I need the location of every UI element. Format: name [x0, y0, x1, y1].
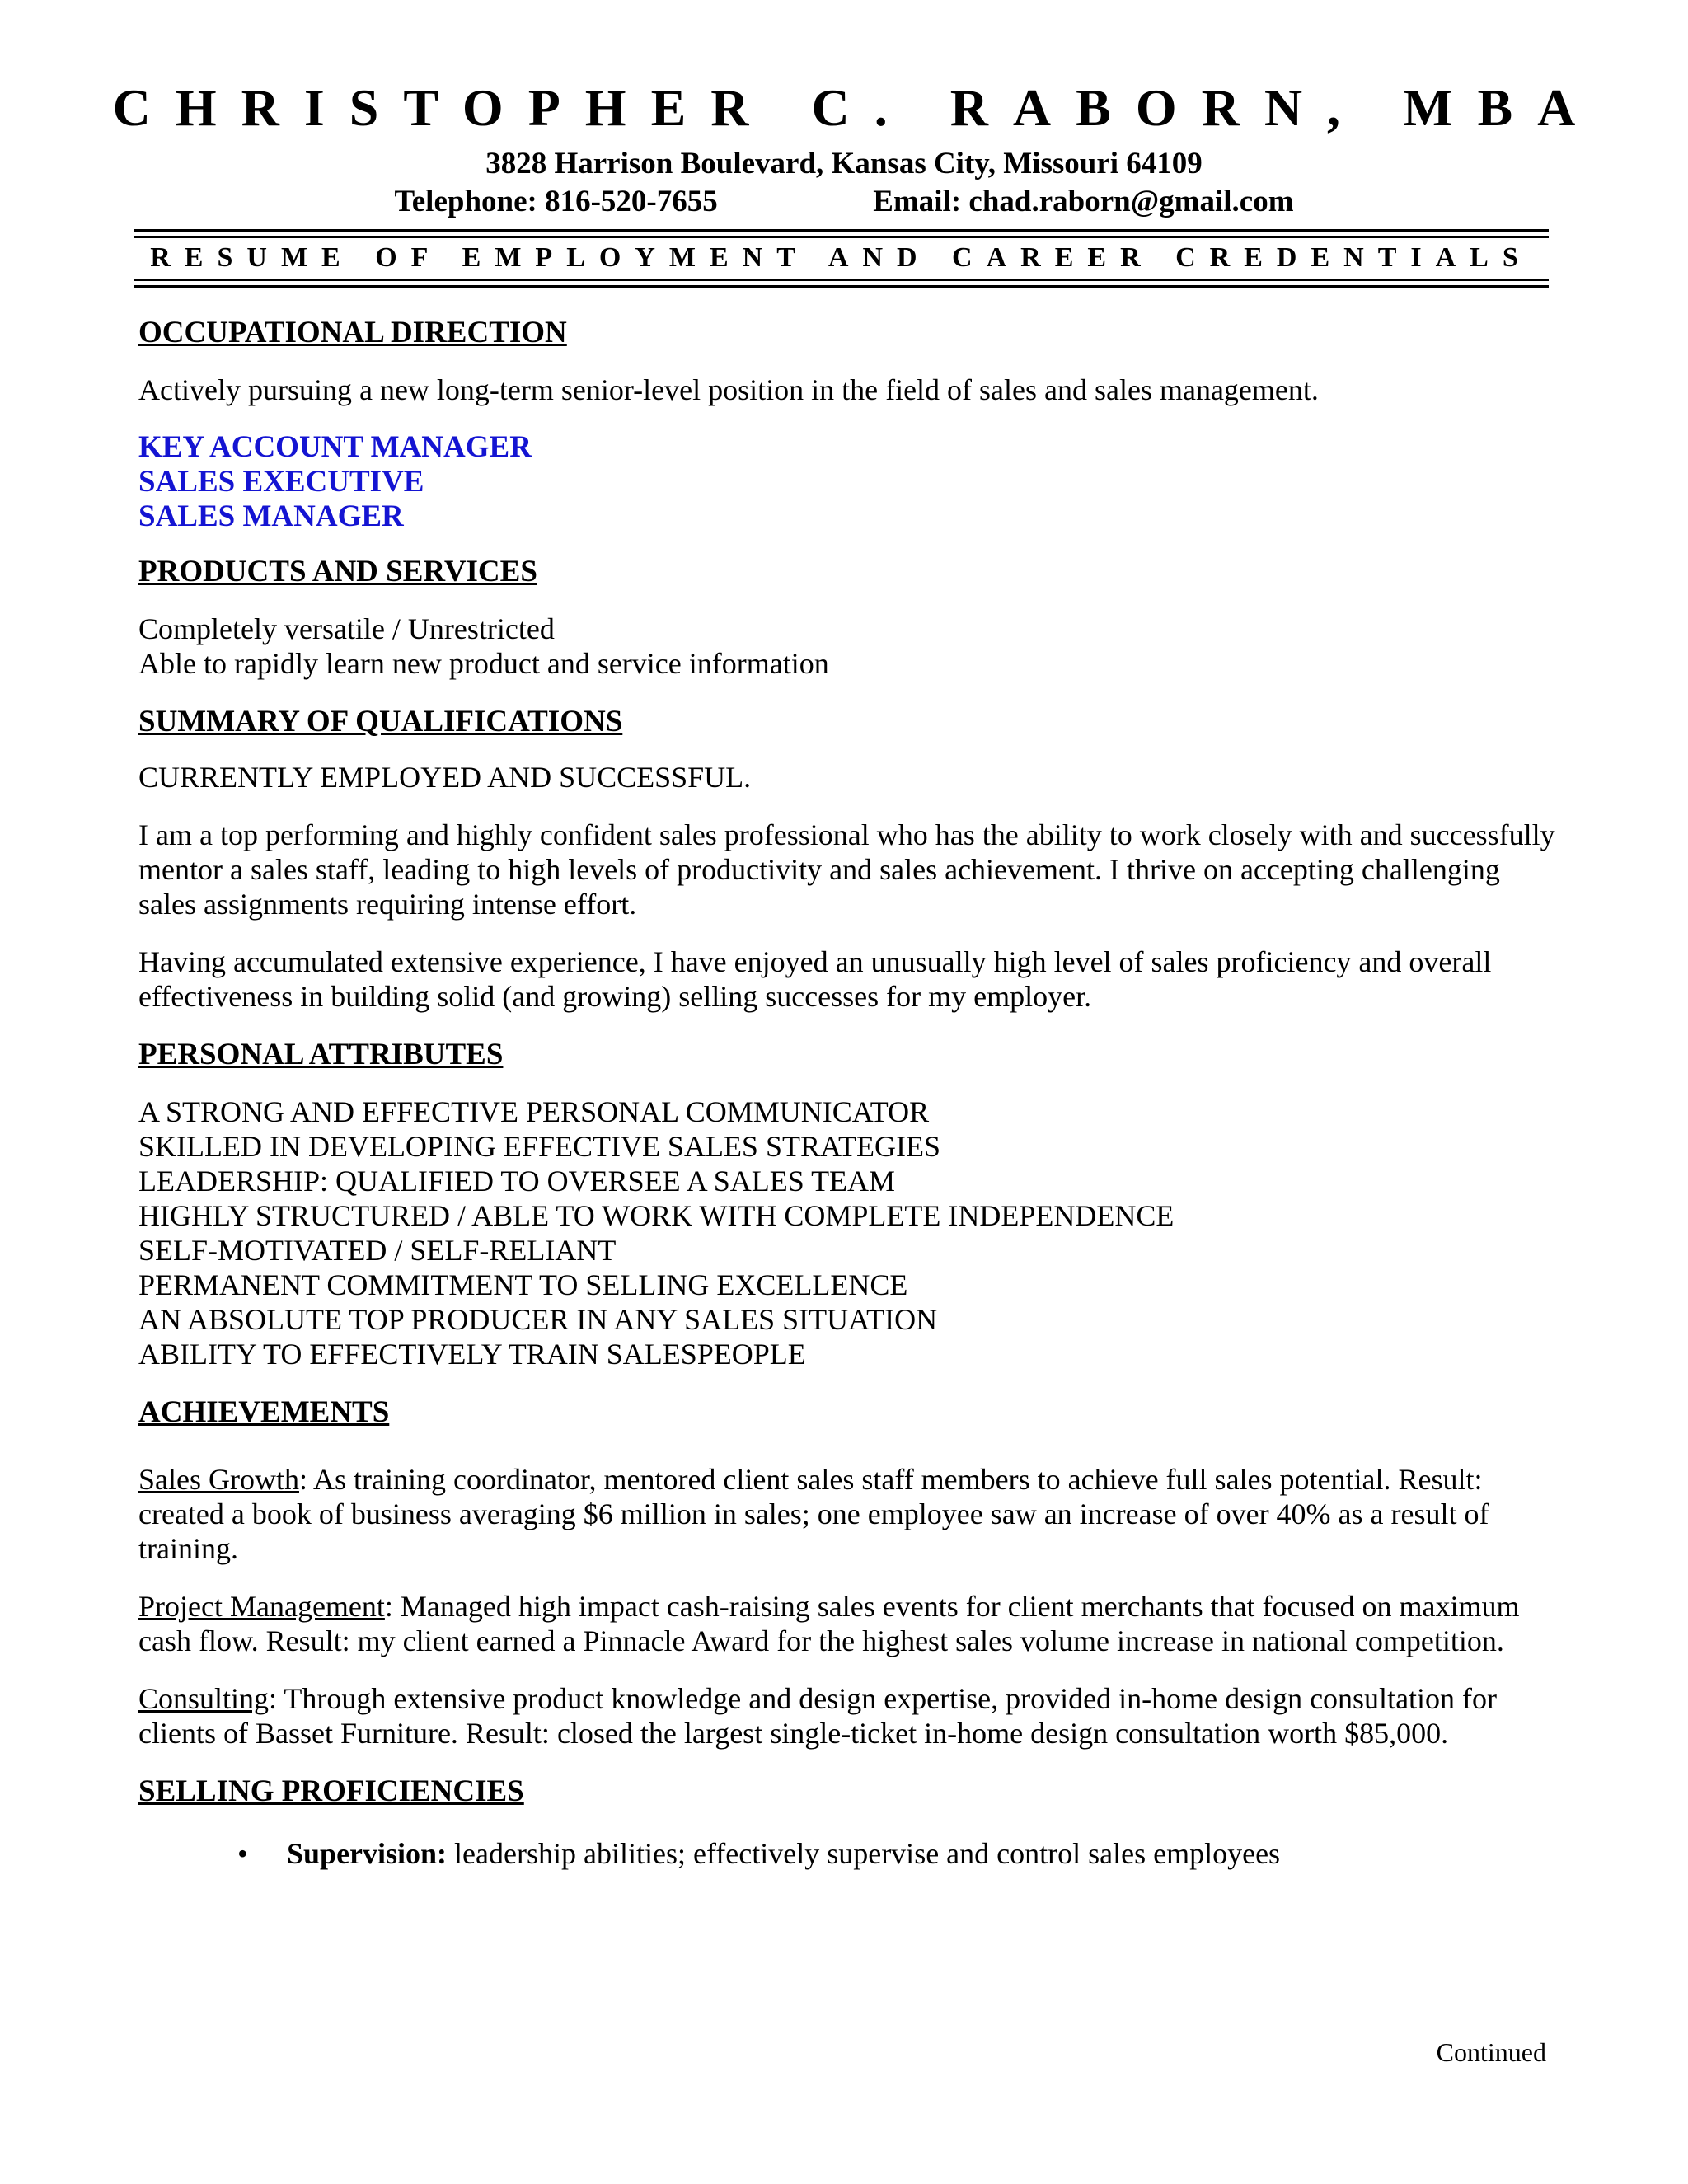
bullet-icon: • — [237, 1837, 248, 1870]
telephone-label: Telephone: — [394, 185, 537, 218]
target-position: SALES MANAGER — [138, 499, 404, 533]
email-label: Email: — [873, 185, 962, 218]
attribute-item: LEADERSHIP: QUALIFIED TO OVERSEE A SALES TEAM — [138, 1165, 896, 1197]
attribute-item: SKILLED IN DEVELOPING EFFECTIVE SALES STRATEGIES — [138, 1130, 940, 1163]
title-banner — [134, 229, 1549, 288]
achievement-item — [138, 1681, 1556, 1750]
attribute-item: SELF-MOTIVATED / SELF-RELIANT — [138, 1234, 617, 1267]
section-heading-occupational-direction: OCCUPATIONAL DIRECTION — [138, 316, 567, 349]
products-services-line: Completely versatile / Unrestricted — [138, 612, 555, 645]
banner-rule-bottom-2 — [134, 285, 1549, 288]
continued-note: Continued — [1436, 2037, 1546, 2067]
summary-paragraph: I am a top performing and highly confident sales professional who has the ability to work closely with and successfully mentor a sales staff, leading to high levels of productivity and sales achievement. I thrive on accepting challenging sales assignments requiring intense effort. — [138, 818, 1555, 921]
occupational-direction-text: Actively pursuing a new long-term senior-level position in the field of sales and sales management. — [138, 373, 1319, 406]
achievement-text: : As training coordinator, mentored client sales staff members to achieve full sales potential. Result: created a book of business averaging $6 million in sales; one employee saw an increase of over 40% as a result of training. — [138, 1463, 1489, 1565]
summary-paragraph: Having accumulated extensive experience, I have enjoyed an unusually high level of sales proficiency and overall effectiveness in building solid (and growing) selling successes for my employer. — [138, 945, 1492, 1013]
attribute-item: ABILITY TO EFFECTIVELY TRAIN SALESPEOPLE — [138, 1338, 806, 1371]
attribute-item: AN ABSOLUTE TOP PRODUCER IN ANY SALES SITUATION — [138, 1303, 938, 1336]
achievement-item — [138, 1462, 1556, 1566]
summary-paragraph: CURRENTLY EMPLOYED AND SUCCESSFUL. — [138, 761, 752, 794]
section-heading-attributes: PERSONAL ATTRIBUTES — [138, 1038, 504, 1071]
attributes-list — [138, 1094, 1556, 1371]
banner-rule-bottom-1 — [134, 279, 1549, 281]
section-heading-achievements: ACHIEVEMENTS — [138, 1395, 390, 1429]
proficiency-text: leadership abilities; effectively supervise and control sales employees — [447, 1837, 1281, 1870]
achievement-label: Project Management — [138, 1590, 385, 1623]
email-address: chad.raborn@gmail.com — [968, 185, 1294, 218]
section-heading-selling-proficiencies: SELLING PROFICIENCIES — [138, 1774, 524, 1808]
achievement-text: : Managed high impact cash-raising sales events for client merchants that focused on maximum cash flow. Result: my client earned a Pinnacle Award for the highest sales volume increase in national competition. — [138, 1590, 1520, 1657]
banner-rule-top-1 — [134, 229, 1549, 232]
achievement-label: Consulting — [138, 1682, 270, 1715]
section-heading-products-services: PRODUCTS AND SERVICES — [138, 555, 537, 588]
proficiency-label: Supervision: — [287, 1837, 448, 1870]
target-position: KEY ACCOUNT MANAGER — [138, 430, 532, 464]
attribute-item: HIGHLY STRUCTURED / ABLE TO WORK WITH COMPLETE INDEPENDENCE — [138, 1199, 1175, 1232]
target-position: SALES EXECUTIVE — [138, 465, 424, 499]
products-services-list — [138, 612, 1556, 681]
banner-rule-top-2 — [134, 236, 1549, 238]
section-heading-summary: SUMMARY OF QUALIFICATIONS — [138, 705, 623, 738]
products-services-line: Able to rapidly learn new product and service information — [138, 647, 829, 680]
resume-body — [138, 315, 1556, 1871]
candidate-name: CHRISTOPHER C. RABORN, MBA — [112, 78, 1601, 137]
contact-line — [0, 183, 1688, 221]
attribute-item: PERMANENT COMMITMENT TO SELLING EXCELLENCE — [138, 1268, 908, 1301]
banner-title: RESUME OF EMPLOYMENT AND CAREER CREDENTIALS — [150, 242, 1532, 273]
achievement-item — [138, 1589, 1556, 1658]
resume-header — [0, 76, 1688, 221]
achievement-label: Sales Growth — [138, 1463, 299, 1496]
selling-proficiency-item — [237, 1836, 1556, 1871]
candidate-address: 3828 Harrison Boulevard, Kansas City, Missouri 64109 — [485, 147, 1203, 180]
target-positions-list — [138, 430, 1556, 534]
achievement-text: : Through extensive product knowledge and design expertise, provided in-home design consultation for clients of Basset Furniture. Result: closed the largest single-ticket in-home design consultation worth $85,000. — [138, 1682, 1498, 1750]
telephone-number: 816-520-7655 — [545, 185, 718, 218]
attribute-item: A STRONG AND EFFECTIVE PERSONAL COMMUNICATOR — [138, 1095, 930, 1128]
